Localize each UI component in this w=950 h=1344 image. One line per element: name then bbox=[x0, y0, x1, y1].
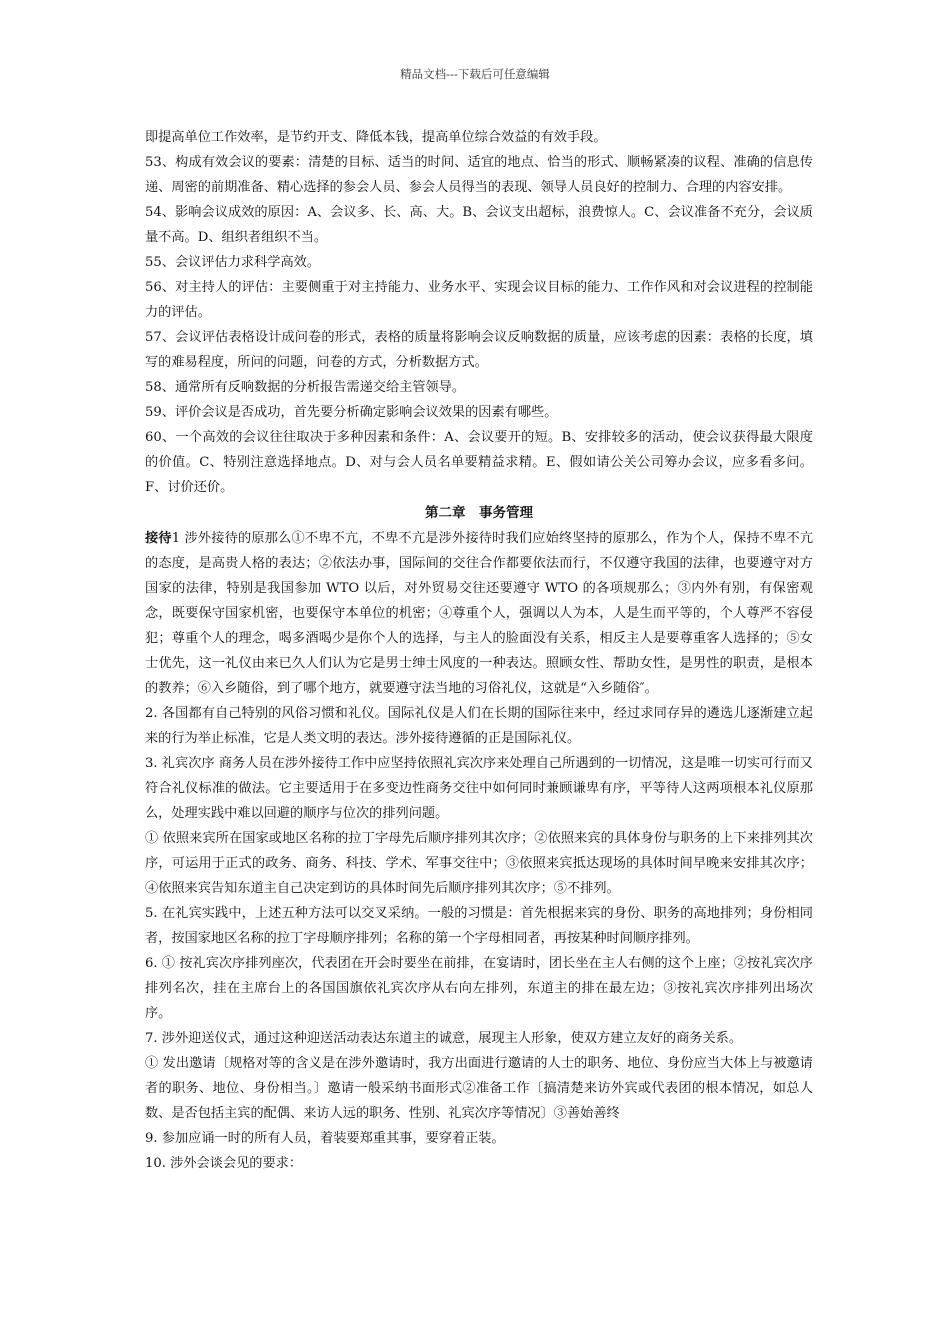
paragraph: 54、影响会议成效的原因：A、会议多、长、高、大。B、会议支出超标，浪费惊人。C、会议准备不充分，会议质量不高。D、组织者组织不当。 bbox=[145, 205, 813, 245]
reception-text: 1 涉外接待的原那么①不卑不亢，不卑不亢是涉外接待时我们应始终坚持的原那么，作为个人，保持不卑不亢的态度，是高贵人格的表达；②依法办事，国际间的交往合作都要依法而行，不仅遵守我国的法律，也要遵守对方国家的法律，特别是我国参加 WTO 以后，对外贸易交往还要遵守 WTO 的各项规那么；③内外有别，有保密观念，既要保守国家机密，也要保守本单位的机密；④尊重个人，强调以人为本，人是生而平等的，个人尊严不容侵犯；尊重个人的理念，喝多酒喝少是你个人的选择，与主人的脸面没有关系，相反主人是要尊重客人选择的；⑤女士优先，这一礼仪由来已久人们认为它是男士绅士风度的一种表达。照顾女性、帮助女性，是男性的职责，是根本的教养；⑥入乡随俗，到了哪个地方，就要遵守法当地的习俗礼仪，这就是“入乡随俗″。 bbox=[145, 531, 814, 696]
paragraph: 53、构成有效会议的要素：清楚的目标、适当的时间、适宜的地点、恰当的形式、顺畅紧凑的议程、准确的信息传递、周密的前期准备、精心选择的参会人员、参会人员得当的表现、领导人员良好的控制力、合理的内容安排。 bbox=[145, 155, 813, 195]
paragraph: 57、会议评估表格设计成问卷的形式，表格的质量将影响会议反响数据的质量，应该考虑的因素：表格的长度，填写的难易程度，所问的问题，问卷的方式，分析数据方式。 bbox=[145, 330, 813, 370]
reception-paragraph bbox=[145, 526, 813, 701]
document-body bbox=[145, 125, 813, 1176]
paragraph: 55、会议评估力求科学高效。 bbox=[145, 255, 321, 270]
paragraph: 60、一个高效的会议往往取决于多种因素和条件：A、会议要开的短。B、安排较多的活动，使会议获得最大限度的价值。C、特别注意选择地点。D、对与会人员名单要精益求精。E、假如请公关公司筹办会议，应多看多问。F、讨价还价。 bbox=[145, 430, 813, 495]
reception-label: 接待 bbox=[145, 531, 172, 546]
paragraph: 2. 各国都有自己特别的风俗习惯和礼仪。国际礼仪是人们在长期的国际往来中，经过求同存异的遴选儿逐渐建立起来的行为举止标准，它是人类文明的表达。涉外接待遵循的正是国际礼仪。 bbox=[145, 706, 813, 746]
paragraph: 10. 涉外会谈会见的要求： bbox=[145, 1156, 303, 1171]
paragraph: 56、对主持人的评估：主要侧重于对主持能力、业务水平、实现会议目标的能力、工作作风和对会议进程的控制能力的评估。 bbox=[145, 280, 813, 320]
paragraph: 即提高单位工作效率，是节约开支、降低本钱，提高单位综合效益的有效手段。 bbox=[145, 130, 607, 145]
paragraph: 3. 礼宾次序 商务人员在涉外接待工作中应坚持依照礼宾次序来处理自己所遇到的一切情况，这是唯一切实可行而又符合礼仪标准的做法。它主要适用于在多变边性商务交往中如何同时兼顾谦卑有序，平等待人这两项根本礼仪原那么，处理实践中难以回避的顺序与位次的排列问题。 bbox=[145, 756, 813, 821]
paragraph: ① 依照来宾所在国家或地区名称的拉丁字母先后顺序排列其次序；②依照来宾的具体身份与职务的上下来排列其次序，可运用于正式的政务、商务、科技、学术、军事交往中；③依照来宾抵达现场的具体时间早晚来安排其次序；④依照来宾告知东道主自己决定到访的具体时间先后顺序排列其次序；⑤不排列。 bbox=[145, 831, 813, 896]
paragraph: 7. 涉外迎送仪式，通过这种迎送活动表达东道主的诚意，展现主人形象，使双方建立友好的商务关系。 bbox=[145, 1031, 743, 1046]
paragraph: 58、通常所有反响数据的分析报告需递交给主管领导。 bbox=[145, 380, 466, 395]
paragraph: 9. 参加应诵一时的所有人员，着装要郑重其事，要穿着正装。 bbox=[145, 1131, 505, 1146]
paragraph: 6. ① 按礼宾次序排列座次，代表团在开会时要坐在前排，在宴请时，团长坐在主人右侧的这个上座；②按礼宾次序排列名次，挂在主席台上的各国国旗依礼宾次序从右向左排列，东道主的排在最左边；③按礼宾次序排列出场次序。 bbox=[145, 956, 813, 1021]
paragraph: ① 发出邀请〔规格对等的含义是在涉外邀请时，我方出面进行邀请的人士的职务、地位、身份应当大体上与被邀请者的职务、地位、身份相当。〕邀请一般采纳书面形式②准备工作〔搞清楚来访外宾或代表团的根本情况，如总人数、是否包括主宾的配偶、来访人远的职务、性别、礼宾次序等情况〕③善始善终 bbox=[145, 1056, 813, 1121]
paragraph: 59、评价会议是否成功，首先要分析确定影响会议效果的因素有哪些。 bbox=[145, 405, 558, 420]
paragraph: 5. 在礼宾实践中，上述五种方法可以交叉采纳。一般的习惯是：首先根据来宾的身份、职务的高地排列；身份相同者，按国家地区名称的拉丁字母顺序排列；名称的第一个字母相同者，再按某种时间顺序排列。 bbox=[145, 906, 813, 946]
page-header: 精品文档---下载后可任意编辑 bbox=[400, 67, 550, 81]
chapter-title: 第二章 事务管理 bbox=[425, 505, 533, 521]
